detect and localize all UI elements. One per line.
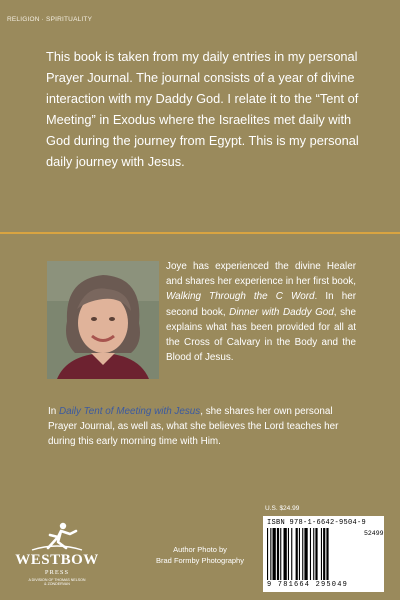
bio-text-2: . In her second book,	[166, 291, 356, 318]
description-prefix: In	[48, 406, 59, 417]
photo-credit-line2: Brad Formby Photography	[156, 556, 244, 565]
publisher-press: PRESS	[44, 569, 70, 576]
price-code: 52499	[364, 530, 384, 537]
publisher-division-line2: & ZONDERVAN	[44, 582, 70, 587]
ean-number: 9 781664 295049	[267, 581, 349, 589]
category-label: RELIGION · SPIRITUALITY	[7, 16, 93, 23]
publisher-name: WESTBOW	[15, 552, 99, 568]
bio-text-3: , she explains what has been provided for all at the Cross of Calvary in the Body and the Blood of Jesus.	[166, 306, 356, 364]
price-label: U.S. $24.99	[265, 505, 300, 512]
photo-credit	[140, 544, 260, 566]
book-description	[48, 404, 358, 449]
bio-book-title-2: Dinner with Daddy God	[229, 306, 334, 318]
book-blurb: This book is taken from my daily entries in my personal Prayer Journal. The journal consists of a year of divine interaction with my Daddy God. I relate it to the “Tent of Meeting” in Exodus where the Israelites met daily with God during the journey from Egypt. This is my personal daily journey with Jesus.	[46, 49, 359, 169]
book-title: Daily Tent of Meeting with Jesus	[58, 406, 201, 417]
author-bio	[166, 259, 356, 365]
publisher-division-line1: A DIVISION OF THOMAS NELSON	[28, 578, 86, 582]
author-photo	[47, 261, 159, 379]
photo-credit-line1: Author Photo by	[173, 545, 227, 554]
description-text: , she shares her own personal Prayer Journal, as well as, what she believes the Lord teaches her during this early morning time with Him.	[48, 406, 339, 447]
divider-rule	[0, 232, 400, 234]
isbn-text: ISBN 978-1-6642-9504-9	[267, 519, 367, 527]
publisher-division	[14, 578, 100, 587]
publisher-logo	[14, 520, 100, 590]
barcode	[263, 516, 384, 592]
bio-book-title-1: Walking Through the C Word	[166, 291, 315, 303]
runner-icon	[14, 520, 100, 552]
barcode-bars	[267, 528, 357, 580]
bio-text-1: Joye has experienced the divine Healer and shares her experience in her first book,	[166, 261, 356, 288]
